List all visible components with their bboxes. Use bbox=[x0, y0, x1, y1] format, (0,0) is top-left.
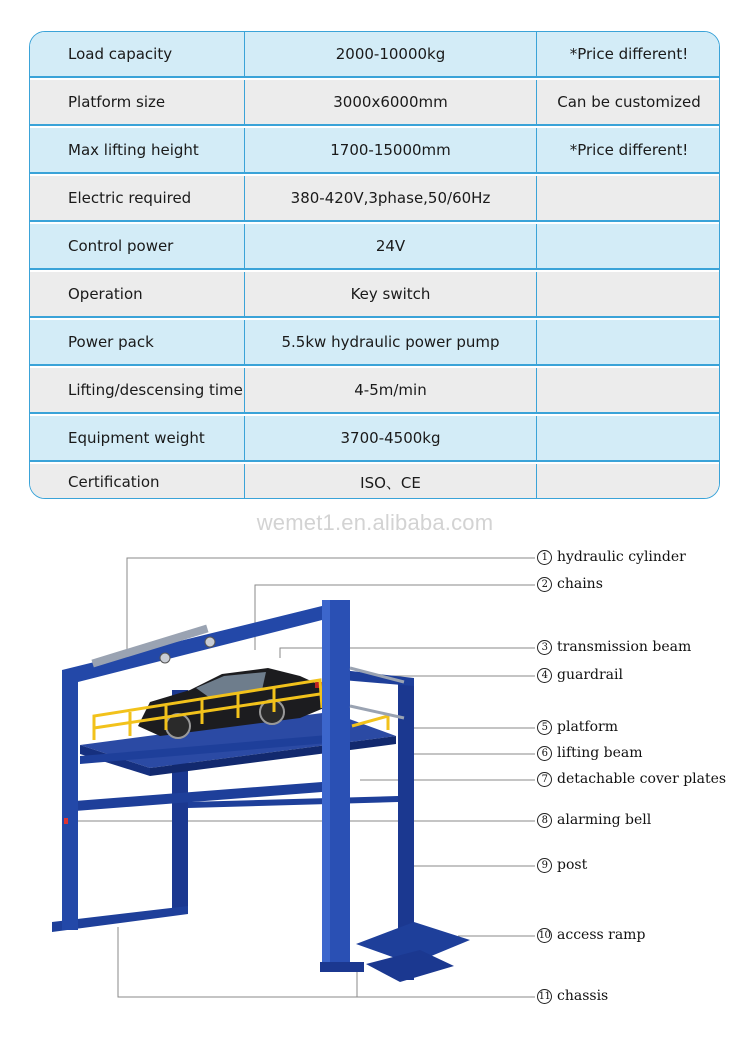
spec-value: 1700-15000mm bbox=[245, 128, 537, 172]
callout-number: 11 bbox=[538, 990, 551, 1002]
spec-value: 2000-10000kg bbox=[245, 32, 537, 76]
callout-label: post bbox=[557, 857, 588, 873]
callout-number: 8 bbox=[537, 813, 552, 828]
callout-label: transmission beam bbox=[557, 639, 692, 655]
spec-value: ISO、CE bbox=[245, 464, 537, 499]
access-ramp-lower bbox=[366, 950, 454, 982]
spec-note bbox=[537, 272, 720, 316]
spec-row-platform-size bbox=[30, 80, 719, 126]
spec-value: 3000x6000mm bbox=[245, 80, 537, 124]
spec-table bbox=[29, 31, 720, 499]
callout-alarming-bell bbox=[537, 812, 651, 828]
spec-note: Can be customized bbox=[557, 93, 701, 111]
callout-number: 3 bbox=[537, 640, 552, 655]
pulley bbox=[205, 637, 215, 647]
spec-note bbox=[537, 368, 720, 412]
callout-label: detachable cover plates bbox=[557, 771, 727, 787]
callout-number: 6 bbox=[537, 746, 552, 761]
callout-label: hydraulic cylinder bbox=[557, 549, 686, 565]
spec-value: 380-420V,3phase,50/60Hz bbox=[245, 176, 537, 220]
top-right-beam bbox=[342, 670, 414, 686]
spec-row-certification bbox=[30, 464, 719, 499]
spec-label: Electric required bbox=[30, 176, 245, 220]
callout-number: 7 bbox=[537, 772, 552, 787]
watermark: wemet1.en.alibaba.com bbox=[256, 510, 494, 535]
parking-lift-illustration bbox=[0, 540, 750, 1040]
callout-lifting-beam bbox=[537, 745, 643, 761]
lift-diagram bbox=[0, 540, 750, 1040]
spec-label: Equipment weight bbox=[30, 416, 245, 460]
transmission-beam bbox=[62, 604, 330, 682]
spec-row-power-pack bbox=[30, 320, 719, 366]
callout-number: 9 bbox=[537, 858, 552, 873]
callout-access-ramp bbox=[537, 927, 645, 943]
spec-note bbox=[537, 416, 720, 460]
callout-detachable-cover-plates bbox=[537, 771, 726, 787]
spec-value: 4-5m/min bbox=[245, 368, 537, 412]
callout-guardrail bbox=[537, 667, 623, 683]
callout-hydraulic-cylinder bbox=[537, 549, 686, 565]
front-left-post bbox=[62, 672, 78, 930]
callout-post bbox=[537, 857, 587, 873]
alarming-bell bbox=[64, 818, 68, 824]
post-highlight bbox=[322, 600, 330, 972]
callout-label: guardrail bbox=[557, 667, 623, 683]
callout-label: chassis bbox=[557, 988, 609, 1004]
pulley bbox=[160, 653, 170, 663]
spec-note: *Price different! bbox=[569, 141, 689, 159]
spec-label: Power pack bbox=[30, 320, 245, 364]
spec-row-load-capacity bbox=[30, 32, 719, 78]
callout-label: platform bbox=[557, 719, 618, 735]
callout-number: 10 bbox=[538, 929, 551, 941]
spec-value: Key switch bbox=[245, 272, 537, 316]
spec-row-operation bbox=[30, 272, 719, 318]
spec-row-control-power bbox=[30, 224, 719, 270]
callout-chains bbox=[537, 576, 603, 592]
callout-number: 1 bbox=[537, 550, 552, 565]
callout-label: access ramp bbox=[557, 927, 646, 943]
spec-note bbox=[537, 224, 720, 268]
spec-label: Load capacity bbox=[30, 32, 245, 76]
callout-transmission-beam bbox=[537, 639, 691, 655]
spec-label: Certification bbox=[30, 464, 245, 499]
spec-value: 5.5kw hydraulic power pump bbox=[245, 320, 537, 364]
callout-platform bbox=[537, 719, 618, 735]
spec-row-max-lifting-height bbox=[30, 128, 719, 174]
spec-label: Operation bbox=[30, 272, 245, 316]
spec-row-electric-required bbox=[30, 176, 719, 222]
callout-label: chains bbox=[557, 576, 603, 592]
spec-label: Platform size bbox=[30, 80, 245, 124]
spec-label: Control power bbox=[30, 224, 245, 268]
spec-row-equipment-weight bbox=[30, 416, 719, 462]
spec-row-lifting-time bbox=[30, 368, 719, 414]
spec-value: 24V bbox=[245, 224, 537, 268]
spec-value: 3700-4500kg bbox=[245, 416, 537, 460]
spec-note bbox=[537, 176, 720, 220]
callout-number: 5 bbox=[537, 720, 552, 735]
callout-label: lifting beam bbox=[557, 745, 643, 761]
callout-label: alarming bell bbox=[557, 812, 652, 828]
spec-label: Lifting/descensing time bbox=[30, 368, 245, 412]
spec-label: Max lifting height bbox=[30, 128, 245, 172]
spec-note: *Price different! bbox=[569, 45, 689, 63]
post-base bbox=[320, 962, 364, 972]
callout-number: 2 bbox=[537, 577, 552, 592]
callout-number: 4 bbox=[537, 668, 552, 683]
spec-note bbox=[537, 464, 720, 499]
spec-note bbox=[537, 320, 720, 364]
callout-chassis bbox=[537, 988, 608, 1004]
